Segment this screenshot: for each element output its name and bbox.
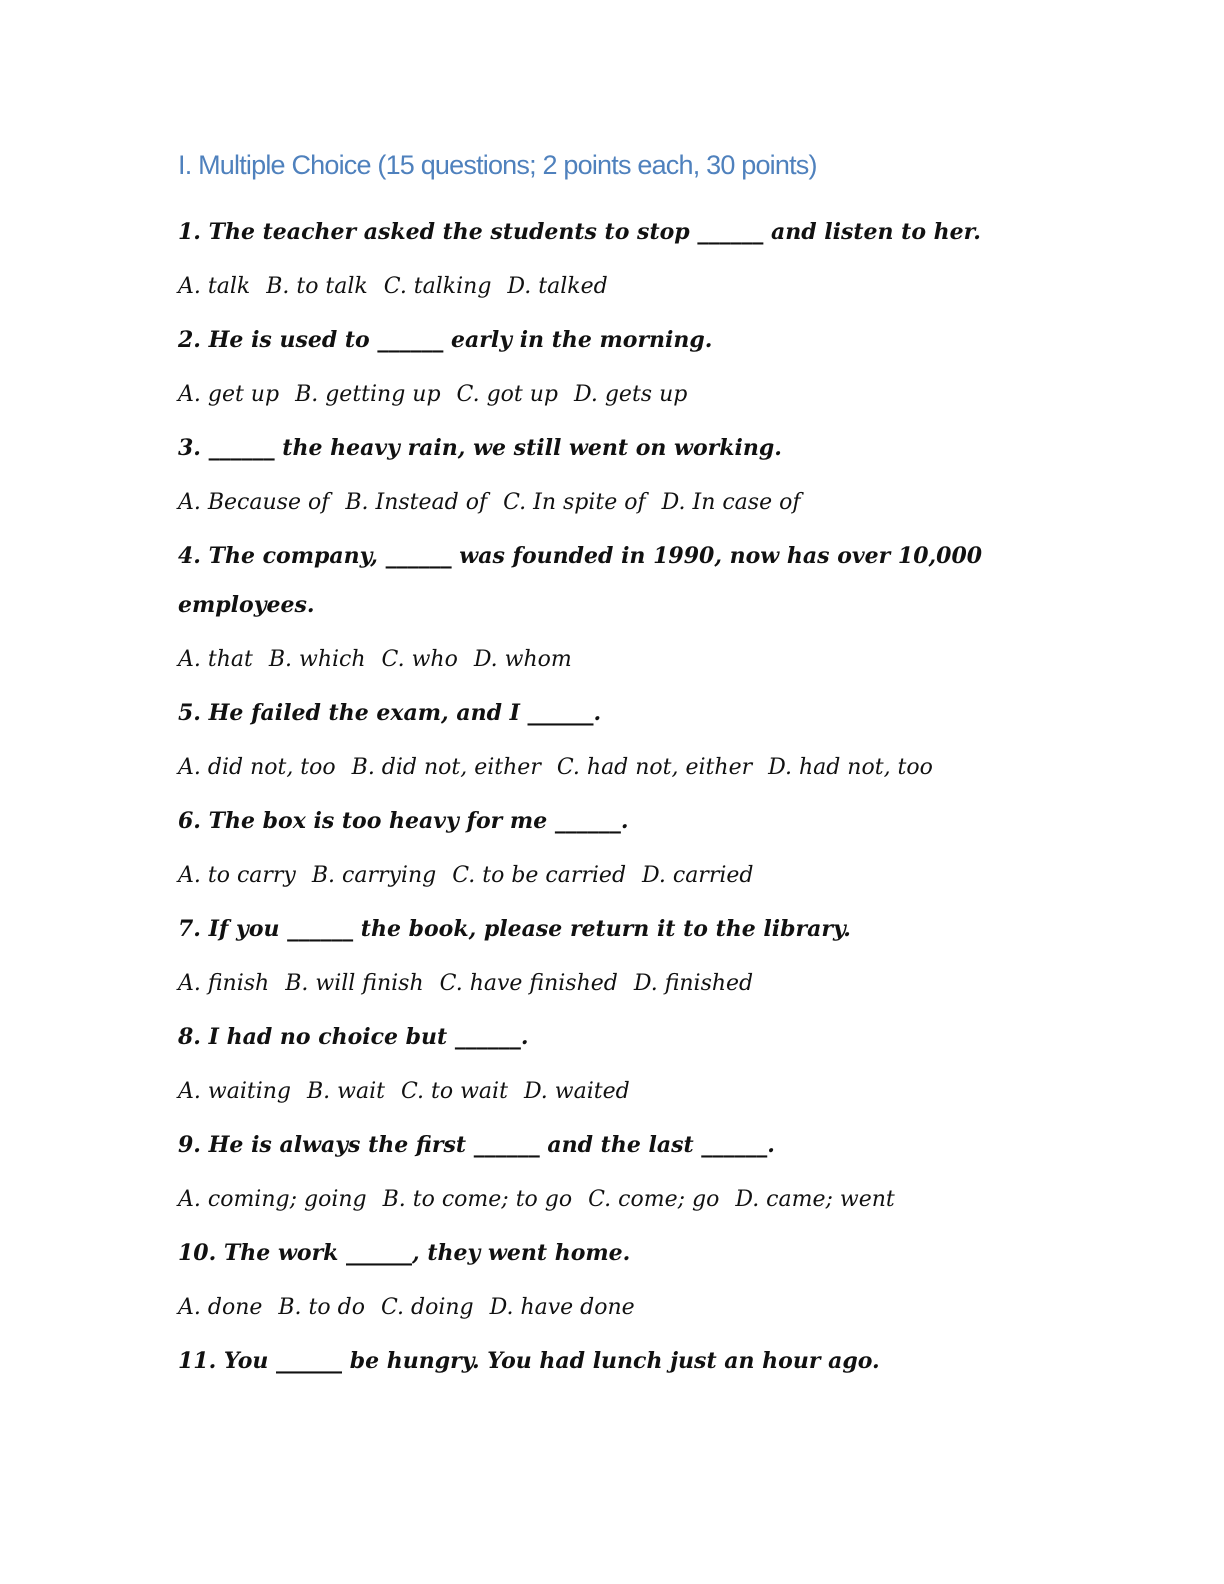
answer-option[interactable]: C. In spite of [503, 490, 646, 515]
question-text: 1. The teacher asked the students to stop ______ and listen to her. [178, 219, 981, 245]
answer-option[interactable]: C. doing [380, 1295, 474, 1320]
answer-option[interactable]: B. getting up [295, 382, 441, 407]
question-item [178, 1229, 998, 1337]
question-text: 10. The work ______, they went home. [178, 1240, 631, 1266]
question-text: 7. If you ______ the book, please return it to the library. [178, 916, 851, 942]
answer-option[interactable]: B. will finish [285, 971, 424, 996]
answer-options [178, 959, 998, 1013]
answer-options [178, 478, 998, 532]
answer-options [178, 370, 998, 424]
answer-option[interactable]: D. have done [489, 1295, 635, 1320]
question-item [178, 424, 998, 532]
answer-option[interactable]: B. Instead of [345, 490, 488, 515]
question-item [178, 532, 998, 689]
answer-option[interactable]: A. that [178, 647, 253, 672]
question-item [178, 797, 998, 905]
section-heading: I. Multiple Choice (15 questions; 2 points each, 30 points) [178, 150, 817, 180]
answer-option[interactable]: C. to wait [400, 1079, 508, 1104]
question-text: 9. He is always the first ______ and the last ______. [178, 1132, 775, 1158]
question-text: 3. ______ the heavy rain, we still went on working. [178, 435, 782, 461]
question-text: 6. The box is too heavy for me ______. [178, 808, 629, 834]
answer-options [178, 635, 998, 689]
question-text: 11. You ______ be hungry. You had lunch just an hour ago. [178, 1348, 880, 1374]
answer-option[interactable]: D. gets up [574, 382, 688, 407]
answer-option[interactable]: D. talked [507, 274, 608, 299]
answer-option[interactable]: D. whom [473, 647, 572, 672]
question-item [178, 689, 998, 797]
answer-option[interactable]: A. to carry [178, 863, 296, 888]
question-text: 8. I had no choice but ______. [178, 1024, 529, 1050]
question-item [178, 905, 998, 1013]
question-text: 4. The company, ______ was founded in 1990, now has over 10,000 employees. [178, 543, 983, 618]
answer-option[interactable]: A. finish [178, 971, 270, 996]
question-text: 5. He failed the exam, and I ______. [178, 700, 602, 726]
question-text: 2. He is used to ______ early in the morning. [178, 327, 713, 353]
answer-option[interactable]: A. get up [178, 382, 280, 407]
answer-option[interactable]: B. to come; to go [382, 1187, 573, 1212]
answer-option[interactable]: B. did not, either [351, 755, 541, 780]
answer-options [178, 851, 998, 905]
answer-option[interactable]: C. had not, either [556, 755, 753, 780]
answer-option[interactable]: B. carrying [311, 863, 437, 888]
answer-option[interactable]: C. come; go [588, 1187, 720, 1212]
answer-option[interactable]: D. came; went [735, 1187, 895, 1212]
question-item [178, 208, 998, 316]
question-item [178, 1013, 998, 1121]
answer-option[interactable]: B. to talk [266, 274, 368, 299]
answer-option[interactable]: D. waited [523, 1079, 630, 1104]
answer-option[interactable]: D. had not, too [768, 755, 933, 780]
question-item [178, 316, 998, 424]
question-item [178, 1337, 998, 1391]
answer-options [178, 1067, 998, 1121]
answer-options [178, 1283, 998, 1337]
answer-options [178, 1175, 998, 1229]
answer-option[interactable]: D. carried [642, 863, 754, 888]
answer-option[interactable]: A. talk [178, 274, 251, 299]
answer-option[interactable]: B. wait [307, 1079, 385, 1104]
answer-option[interactable]: B. which [268, 647, 366, 672]
answer-option[interactable]: D. finished [633, 971, 754, 996]
question-list [178, 208, 998, 1391]
answer-option[interactable]: C. talking [383, 274, 492, 299]
answer-options [178, 743, 998, 797]
answer-option[interactable]: C. who [381, 647, 458, 672]
answer-option[interactable]: A. coming; going [178, 1187, 367, 1212]
answer-option[interactable]: A. waiting [178, 1079, 291, 1104]
answer-option[interactable]: A. done [178, 1295, 263, 1320]
answer-options [178, 262, 998, 316]
answer-option[interactable]: A. Because of [178, 490, 330, 515]
question-item [178, 1121, 998, 1229]
answer-option[interactable]: B. to do [278, 1295, 365, 1320]
answer-option[interactable]: C. have finished [439, 971, 618, 996]
answer-option[interactable]: D. In case of [661, 490, 801, 515]
answer-option[interactable]: C. got up [456, 382, 558, 407]
answer-option[interactable]: C. to be carried [452, 863, 627, 888]
answer-option[interactable]: A. did not, too [178, 755, 336, 780]
